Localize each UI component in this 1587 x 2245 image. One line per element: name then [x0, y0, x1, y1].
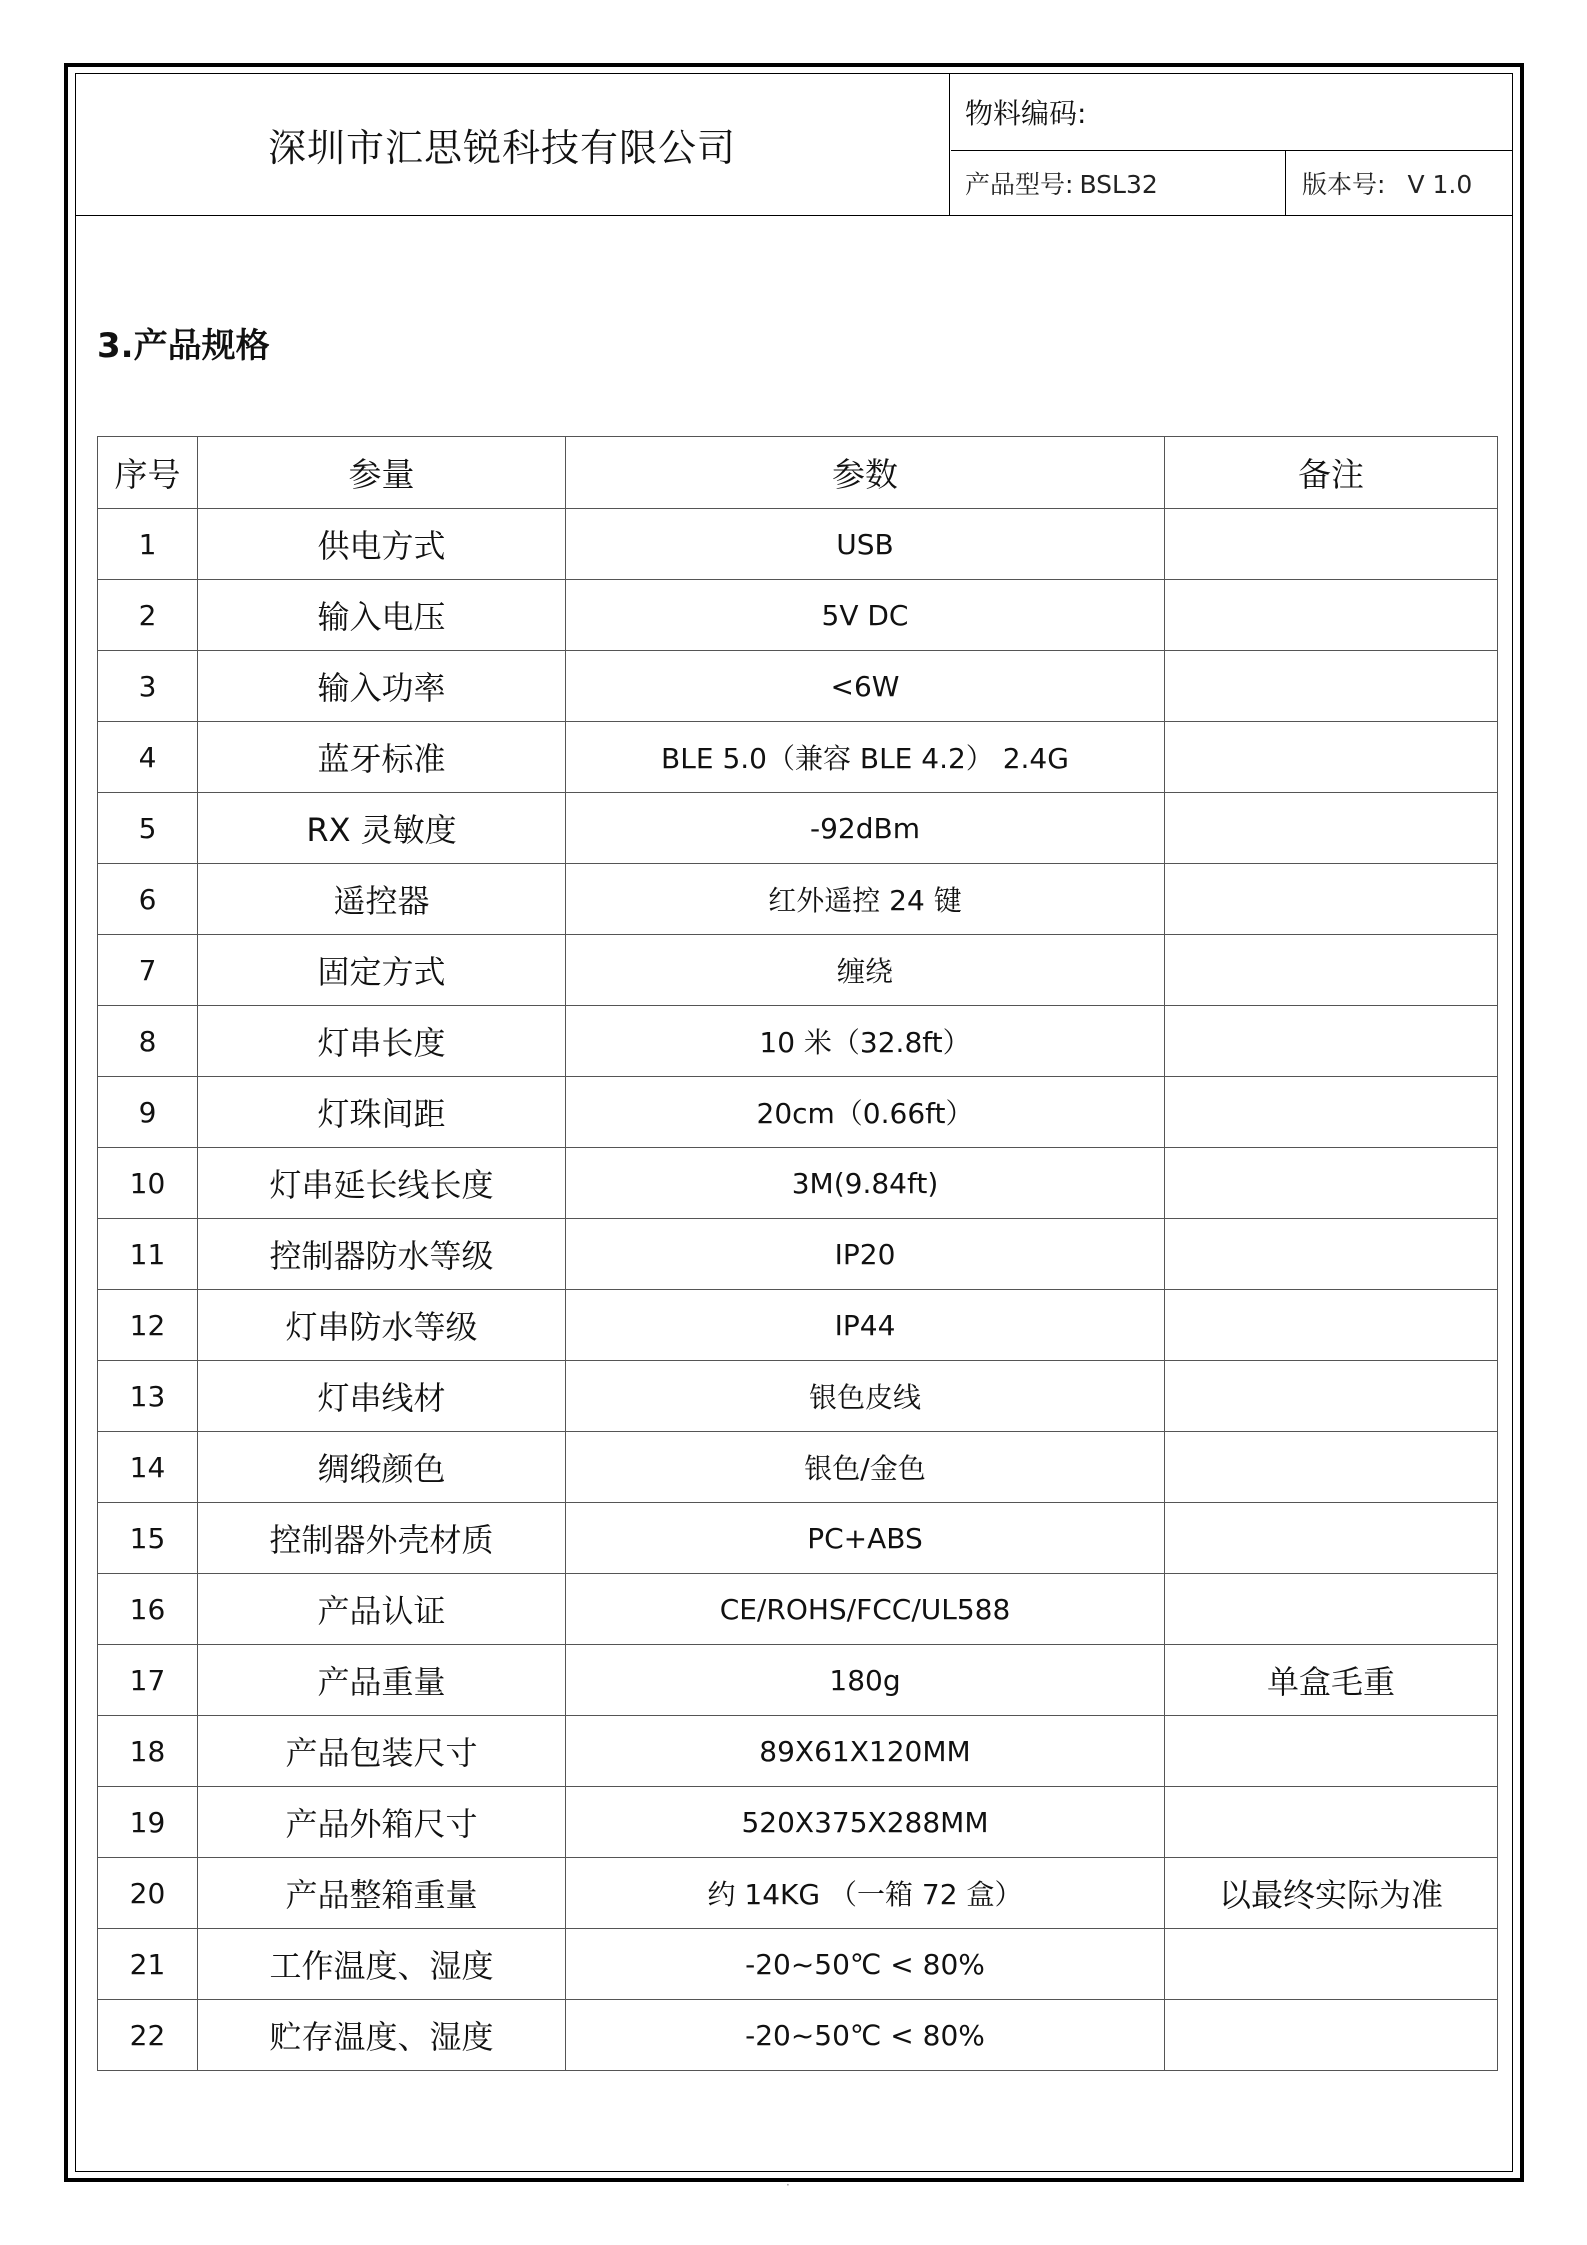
version-value: V 1.0 — [1407, 170, 1473, 199]
row-remark — [1165, 1787, 1498, 1858]
table-row — [98, 1503, 1498, 1574]
row-parameter: RX 灵敏度 — [198, 793, 566, 864]
row-value: 5V DC — [566, 580, 1165, 651]
document-header — [75, 73, 1513, 216]
table-row — [98, 2000, 1498, 2071]
company-name: 深圳市汇思锐科技有限公司 — [267, 125, 736, 170]
row-remark — [1165, 1006, 1498, 1077]
row-parameter: 贮存温度、湿度 — [198, 2000, 566, 2071]
row-parameter: 产品认证 — [198, 1574, 566, 1645]
row-index: 10 — [98, 1148, 198, 1219]
row-remark — [1165, 1432, 1498, 1503]
row-remark — [1165, 1148, 1498, 1219]
table-row — [98, 1645, 1498, 1716]
row-value: 约 14KG （一箱 72 盒） — [566, 1858, 1165, 1929]
row-value: BLE 5.0（兼容 BLE 4.2） 2.4G — [566, 722, 1165, 793]
table-row — [98, 1787, 1498, 1858]
row-value: 银色皮线 — [566, 1361, 1165, 1432]
row-value: 180g — [566, 1645, 1165, 1716]
row-index: 6 — [98, 864, 198, 935]
row-value: -20~50℃ < 80% — [566, 2000, 1165, 2071]
table-row — [98, 1858, 1498, 1929]
row-parameter: 产品包装尺寸 — [198, 1716, 566, 1787]
table-header-row — [98, 437, 1498, 509]
row-parameter: 固定方式 — [198, 935, 566, 1006]
row-value: -20~50℃ < 80% — [566, 1929, 1165, 2000]
row-remark — [1165, 1361, 1498, 1432]
table-row — [98, 1148, 1498, 1219]
row-index: 13 — [98, 1361, 198, 1432]
row-value: 银色/金色 — [566, 1432, 1165, 1503]
row-remark — [1165, 1077, 1498, 1148]
spec-table-body — [98, 509, 1498, 2071]
header-value: 参数 — [566, 437, 1165, 509]
table-row — [98, 1006, 1498, 1077]
row-value: CE/ROHS/FCC/UL588 — [566, 1574, 1165, 1645]
row-index: 11 — [98, 1219, 198, 1290]
page-mark: · — [786, 2178, 790, 2192]
row-index: 1 — [98, 509, 198, 580]
row-index: 2 — [98, 580, 198, 651]
row-index: 3 — [98, 651, 198, 722]
row-remark — [1165, 509, 1498, 580]
row-value: 20cm（0.66ft） — [566, 1077, 1165, 1148]
row-remark — [1165, 722, 1498, 793]
row-index: 22 — [98, 2000, 198, 2071]
row-value: 89X61X120MM — [566, 1716, 1165, 1787]
row-index: 7 — [98, 935, 198, 1006]
table-row — [98, 580, 1498, 651]
row-index: 21 — [98, 1929, 198, 2000]
row-parameter: 工作温度、湿度 — [198, 1929, 566, 2000]
row-value: USB — [566, 509, 1165, 580]
row-index: 5 — [98, 793, 198, 864]
table-row — [98, 509, 1498, 580]
row-remark — [1165, 651, 1498, 722]
row-index: 18 — [98, 1716, 198, 1787]
table-row — [98, 1361, 1498, 1432]
version-info — [1302, 165, 1472, 201]
table-row — [98, 651, 1498, 722]
row-remark — [1165, 793, 1498, 864]
row-parameter: 产品重量 — [198, 1645, 566, 1716]
table-row — [98, 1290, 1498, 1361]
row-parameter: 输入功率 — [198, 651, 566, 722]
row-remark — [1165, 1929, 1498, 2000]
row-remark — [1165, 1716, 1498, 1787]
row-remark: 以最终实际为准 — [1165, 1858, 1498, 1929]
table-row — [98, 1929, 1498, 2000]
model-cell — [951, 151, 1286, 215]
model-label: 产品型号: — [965, 170, 1074, 199]
row-parameter: 灯串长度 — [198, 1006, 566, 1077]
row-remark — [1165, 1503, 1498, 1574]
table-row — [98, 1574, 1498, 1645]
row-parameter: 供电方式 — [198, 509, 566, 580]
spec-table — [97, 436, 1498, 2071]
row-value: IP20 — [566, 1219, 1165, 1290]
row-value: 红外遥控 24 键 — [566, 864, 1165, 935]
row-value: 520X375X288MM — [566, 1787, 1165, 1858]
model-value: BSL32 — [1079, 170, 1158, 199]
row-parameter: 输入电压 — [198, 580, 566, 651]
row-index: 15 — [98, 1503, 198, 1574]
table-row — [98, 793, 1498, 864]
row-parameter: 绸缎颜色 — [198, 1432, 566, 1503]
row-parameter: 控制器外壳材质 — [198, 1503, 566, 1574]
row-remark — [1165, 580, 1498, 651]
version-label: 版本号: — [1302, 170, 1386, 199]
row-value: 10 米（32.8ft） — [566, 1006, 1165, 1077]
model-info — [965, 165, 1158, 201]
material-code-label: 物料编码: — [965, 96, 1087, 130]
row-parameter: 灯串线材 — [198, 1361, 566, 1432]
row-parameter: 灯串防水等级 — [198, 1290, 566, 1361]
row-index: 20 — [98, 1858, 198, 1929]
row-index: 17 — [98, 1645, 198, 1716]
table-row — [98, 864, 1498, 935]
row-parameter: 遥控器 — [198, 864, 566, 935]
section-title: 3.产品规格 — [97, 326, 270, 366]
row-remark: 单盒毛重 — [1165, 1645, 1498, 1716]
row-index: 19 — [98, 1787, 198, 1858]
header-parameter: 参量 — [198, 437, 566, 509]
table-row — [98, 1077, 1498, 1148]
version-cell — [1286, 151, 1513, 215]
row-parameter: 灯珠间距 — [198, 1077, 566, 1148]
row-value: 缠绕 — [566, 935, 1165, 1006]
row-parameter: 控制器防水等级 — [198, 1219, 566, 1290]
row-parameter: 产品外箱尺寸 — [198, 1787, 566, 1858]
row-remark — [1165, 1290, 1498, 1361]
row-value: -92dBm — [566, 793, 1165, 864]
table-row — [98, 935, 1498, 1006]
row-parameter: 灯串延长线长度 — [198, 1148, 566, 1219]
row-parameter: 产品整箱重量 — [198, 1858, 566, 1929]
row-index: 4 — [98, 722, 198, 793]
row-remark — [1165, 935, 1498, 1006]
company-cell — [75, 73, 950, 215]
row-index: 14 — [98, 1432, 198, 1503]
header-remark: 备注 — [1165, 437, 1498, 509]
material-code-cell — [951, 73, 1513, 151]
table-row — [98, 1432, 1498, 1503]
table-row — [98, 722, 1498, 793]
row-value: PC+ABS — [566, 1503, 1165, 1574]
row-value: 3M(9.84ft) — [566, 1148, 1165, 1219]
row-parameter: 蓝牙标准 — [198, 722, 566, 793]
row-remark — [1165, 1574, 1498, 1645]
row-remark — [1165, 864, 1498, 935]
table-row — [98, 1219, 1498, 1290]
row-value: <6W — [566, 651, 1165, 722]
row-remark — [1165, 1219, 1498, 1290]
row-index: 16 — [98, 1574, 198, 1645]
row-index: 9 — [98, 1077, 198, 1148]
row-index: 12 — [98, 1290, 198, 1361]
table-row — [98, 1716, 1498, 1787]
row-value: IP44 — [566, 1290, 1165, 1361]
header-index: 序号 — [98, 437, 198, 509]
row-remark — [1165, 2000, 1498, 2071]
row-index: 8 — [98, 1006, 198, 1077]
